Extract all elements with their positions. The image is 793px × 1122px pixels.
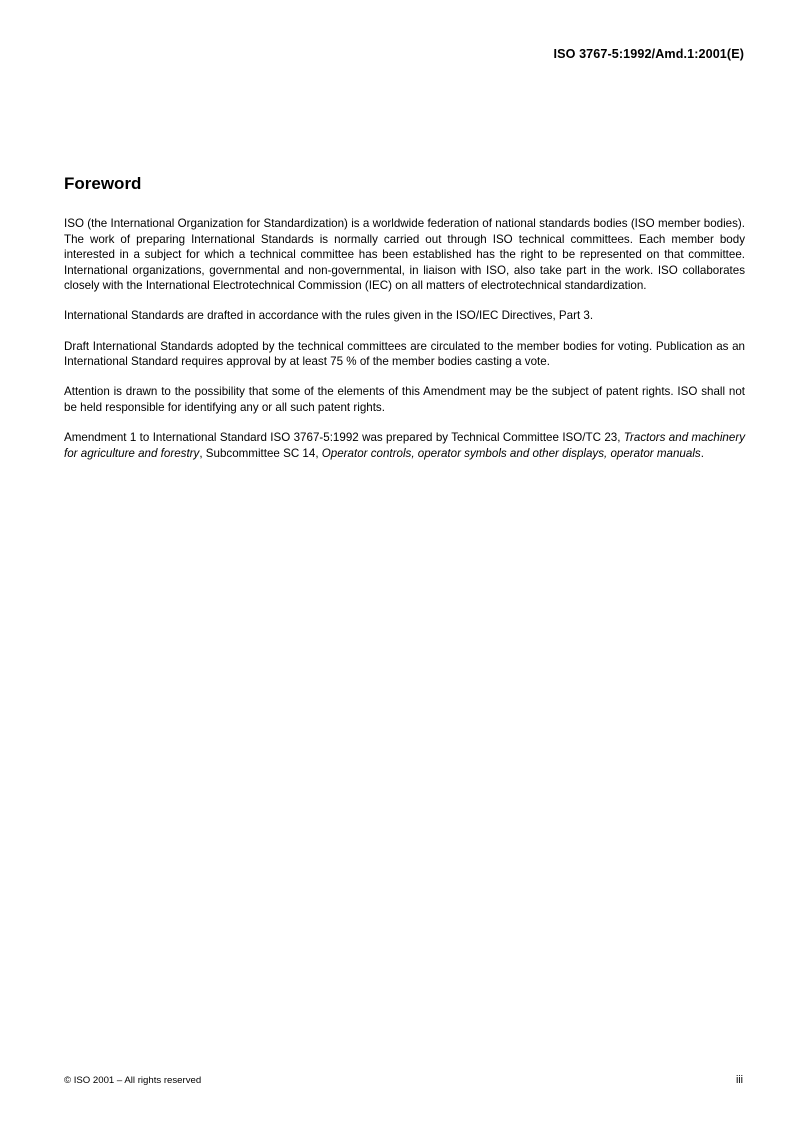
foreword-section <box>64 174 745 476</box>
section-title: Foreword <box>64 174 142 193</box>
subcommittee-name: Operator controls, operator symbols and other displays, operator manuals <box>321 446 701 460</box>
amendment-text-end: . <box>700 446 704 460</box>
amendment-text-intro: Amendment 1 to International Standard ISO 3767-5:1992 was prepared by Technical Committee ISO/TC 23, <box>64 430 624 444</box>
committee-name: Tractors and machinery for agriculture and forestry <box>64 430 745 460</box>
paragraph-iso-description: ISO (the International Organization for Standardization) is a worldwide federation of national standards bodies (ISO member bodies). The work of preparing International Standards is normally carried out through ISO technical committees. Each member body interested in a subject for which a technical committee has been established has the right to be represented on that committee. International organizations, governmental and non-governmental, in liaison with ISO, also take part in the work. ISO collaborates closely with the International Electrotechnical Commission (IEC) on all matters of electrotechnical standardization. <box>64 217 745 293</box>
amendment-text-subcommittee: , Subcommittee SC 14, <box>199 446 322 460</box>
document-identifier: ISO 3767-5:1992/Amd.1:2001(E) <box>553 47 744 61</box>
paragraph-drafting-rules: International Standards are drafted in accordance with the rules given in the ISO/IEC Directives, Part 3. <box>64 309 594 323</box>
paragraph-patent-rights: Attention is drawn to the possibility that some of the elements of this Amendment may be the subject of patent rights. ISO shall not be held responsible for identifying any or all such patent rights. <box>64 385 745 414</box>
paragraph-voting: Draft International Standards adopted by the technical committees are circulated to the member bodies for voting. Publication as an International Standard requires approval by at least 75 % of the member bodies casting a vote. <box>64 339 745 369</box>
page-number: iii <box>735 1074 743 1086</box>
copyright-notice: © ISO 2001 – All rights reserved <box>64 1075 202 1086</box>
paragraph-amendment-info <box>64 430 745 461</box>
